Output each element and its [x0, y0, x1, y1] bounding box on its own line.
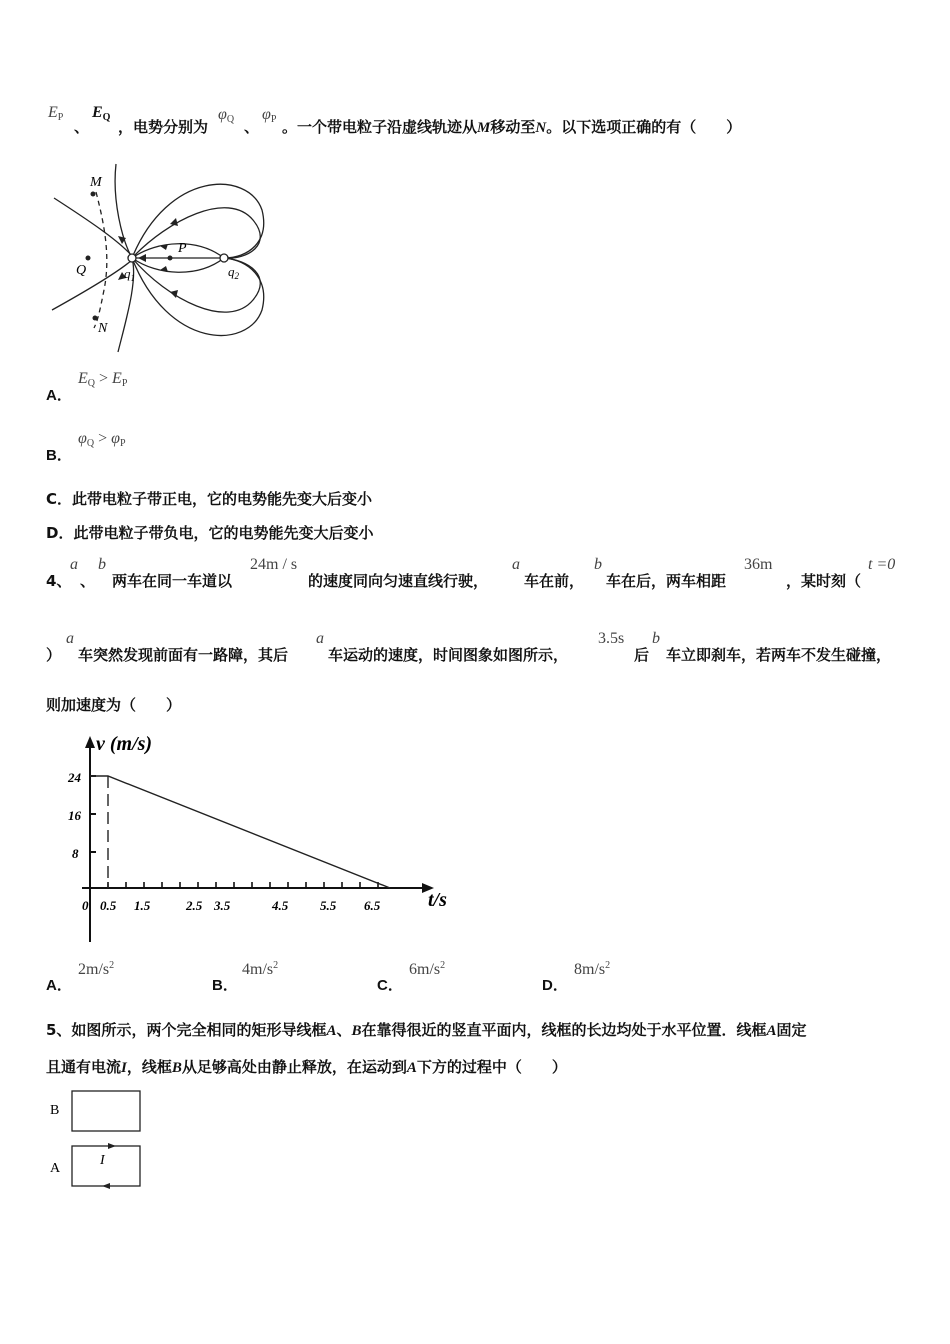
- symbol-a: a: [316, 630, 324, 647]
- option-value: $2m/s^2$: [78, 960, 115, 978]
- y-tick-label: 16: [68, 808, 81, 823]
- option-value: $6m/s^2$: [409, 960, 446, 978]
- option-letter: B．: [212, 977, 238, 994]
- label-b: B: [50, 1103, 60, 1118]
- option-value: $4m/s^2$: [242, 960, 279, 978]
- option-letter: A．: [46, 977, 72, 994]
- label-q1: $q_1$: [124, 266, 135, 283]
- speed-value: 24m / s: [250, 556, 298, 573]
- q4-stem-line3: 则加速度为（ ）: [46, 696, 182, 714]
- frame-a: [72, 1146, 140, 1186]
- q5-stem-line2: 且通有电流I，线框B从足够高处由静止释放，在运动到A下方的过程中（ ）: [46, 1058, 567, 1076]
- option-expression: $E_Q > E_P$: [78, 370, 128, 389]
- stem-text: 车在后，两车相距: [606, 572, 727, 590]
- question-number: 4、: [46, 572, 72, 590]
- separator: 、: [80, 572, 96, 590]
- stem-text: 。一个带电粒子沿虚线轨迹从M移动至N。以下选项正确的有（ ）: [282, 118, 742, 136]
- x-axis-label: t/s: [428, 889, 447, 911]
- x-tick-label: 1.5: [134, 898, 151, 913]
- symbol-ep: $E_P$: [48, 104, 64, 123]
- y-tick-label: 24: [68, 770, 81, 785]
- symbol-eq: $E_Q$: [92, 104, 111, 123]
- option-letter: A．: [46, 387, 72, 404]
- label-m: M: [90, 175, 102, 190]
- y-axis-arrow: [85, 736, 95, 748]
- velocity-time-graph: [60, 728, 480, 946]
- stem-text: 车运动的速度，时间图象如图所示，: [328, 646, 569, 664]
- current-arrow-bottom: [102, 1183, 110, 1189]
- wire-frames-figure: [46, 1088, 156, 1192]
- symbol-a: a: [512, 556, 520, 573]
- q3-option-d[interactable]: D．此带电粒子带负电，它的电势能先变大后变小: [46, 524, 374, 542]
- q3-option-c[interactable]: C．此带电粒子带正电，它的电势能先变大后变小: [46, 490, 373, 508]
- q4-stem-line1: [46, 556, 916, 596]
- electric-field-figure: [48, 160, 278, 355]
- q4-stem-line2: [46, 630, 916, 670]
- option-letter: B．: [46, 447, 72, 464]
- origin-label: 0: [82, 898, 89, 913]
- label-q2: $q_2$: [228, 264, 239, 281]
- label-q: Q: [76, 263, 87, 278]
- q5-stem-line1: 5、如图所示，两个完全相同的矩形导线框A、B在靠得很近的竖直平面内，线框的长边均处于水平位置．线框A固定: [46, 1021, 807, 1039]
- option-letter: D．: [542, 977, 568, 994]
- time-value: 3.5s: [598, 630, 625, 647]
- separator: 、: [244, 118, 260, 136]
- x-tick-label: 4.5: [272, 898, 289, 913]
- label-n: N: [98, 321, 108, 336]
- stem-text: ）: [46, 646, 62, 664]
- option-value: $8m/s^2$: [574, 960, 611, 978]
- stem-text: 车在前，: [524, 572, 585, 590]
- stem-text: 车立即刹车，若两车不发生碰撞，: [666, 646, 892, 664]
- x-tick-label: 6.5: [364, 898, 381, 913]
- frame-b: [72, 1091, 140, 1131]
- stem-text: 车突然发现前面有一路障，其后: [78, 646, 289, 664]
- stem-text: 的速度同向匀速直线行驶，: [308, 572, 489, 590]
- label-a: A: [50, 1161, 61, 1176]
- time-zero: t =0: [868, 556, 896, 573]
- label-p: P: [178, 241, 187, 256]
- symbol-b: b: [652, 630, 660, 647]
- option-expression: $\varphi_Q > \varphi_P$: [78, 430, 126, 449]
- stem-text: ，某时刻（: [786, 572, 862, 590]
- stem-text: 后: [634, 646, 650, 664]
- stem-text: 两车在同一车道以: [112, 572, 233, 590]
- label-current: I: [100, 1153, 105, 1168]
- symbol-b: b: [98, 556, 106, 573]
- stem-text: ，电势分别为: [118, 118, 209, 136]
- symbol-phi-p: $\varphi_P$: [262, 106, 277, 125]
- separator: 、: [74, 118, 90, 136]
- velocity-line: [90, 776, 390, 888]
- current-arrow-top: [108, 1143, 116, 1149]
- x-tick-label: 2.5: [186, 898, 203, 913]
- x-tick-label: 5.5: [320, 898, 337, 913]
- y-tick-label: 8: [72, 846, 79, 861]
- symbol-b: b: [594, 556, 602, 573]
- x-tick-label: 3.5: [214, 898, 231, 913]
- symbol-a: a: [70, 556, 78, 573]
- distance-value: 36m: [744, 556, 773, 573]
- symbol-a: a: [66, 630, 74, 647]
- y-axis-label: v (m/s): [96, 733, 153, 755]
- symbol-phi-q: $\varphi_Q$: [218, 106, 235, 125]
- x-tick-label: 0.5: [100, 898, 117, 913]
- option-letter: C．: [377, 977, 403, 994]
